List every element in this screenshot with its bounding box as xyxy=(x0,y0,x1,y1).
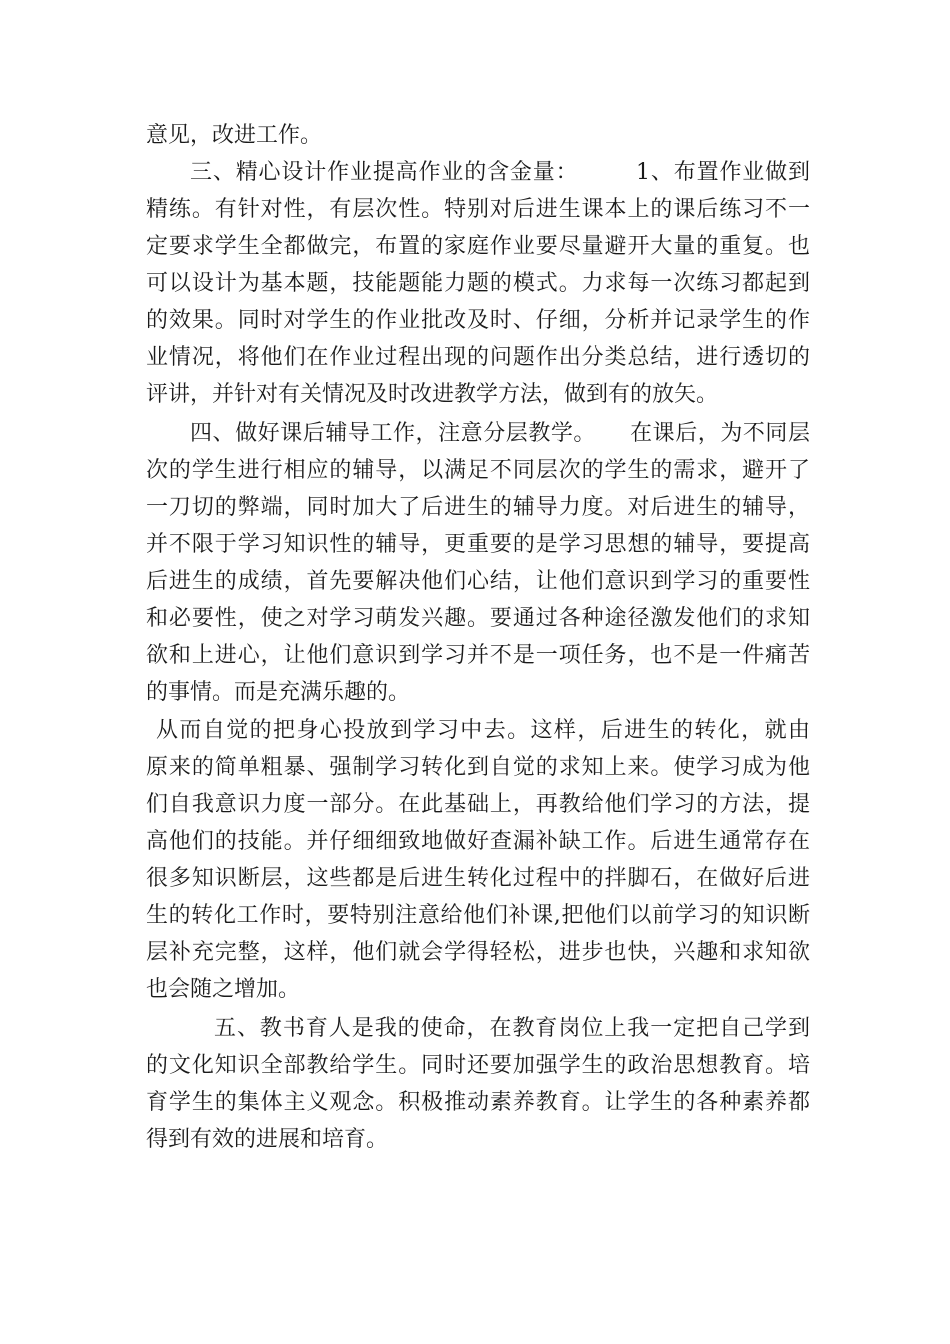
text-line: 原来的简单粗暴、强制学习转化到自觉的求知上来。使学习成为他 xyxy=(146,755,810,780)
text-line: 四、做好课后辅导工作，注意分层教学。 在课后，为不同层 xyxy=(190,421,810,446)
text-line: 育学生的集体主义观念。积极推动素养教育。让学生的各种素养都 xyxy=(146,1090,810,1115)
text-line: 们自我意识力度一部分。在此基础上，再教给他们学习的方法，提 xyxy=(146,792,810,817)
text-line: 高他们的技能。并仔细细致地做好查漏补缺工作。后进生通常存在 xyxy=(146,829,810,854)
text-line: 五、教书育人是我的使命，在教育岗位上我一定把自己学到 xyxy=(214,1016,810,1041)
text-line: 后进生的成绩，首先要解决他们心结，让他们意识到学习的重要性 xyxy=(146,569,810,594)
text-line: 也会随之增加。 xyxy=(146,977,301,1002)
text-line: 业情况，将他们在作业过程出现的问题作出分类总结，进行透切的 xyxy=(146,345,810,370)
text-line: 的效果。同时对学生的作业批改及时、仔细，分析并记录学生的作 xyxy=(146,308,810,333)
text-line: 欲和上进心，让他们意识到学习并不是一项任务，也不是一件痛苦 xyxy=(146,643,810,668)
text-line: 的事情。而是充满乐趣的。 xyxy=(146,680,411,705)
text-line: 从而自觉的把身心投放到学习中去。这样，后进生的转化，就由 xyxy=(156,718,810,743)
text-line: 得到有效的进展和培育。 xyxy=(146,1127,389,1152)
text-line: 精练。有针对性，有层次性。特别对后进生课本上的课后练习不一 xyxy=(146,197,810,222)
text-line: 定要求学生全都做完，布置的家庭作业要尽量避开大量的重复。也 xyxy=(146,234,810,259)
text-line: 的文化知识全部教给学生。同时还要加强学生的政治思想教育。培 xyxy=(146,1053,810,1078)
text-line: 很多知识断层，这些都是后进生转化过程中的拌脚石，在做好后进 xyxy=(146,866,810,891)
text-line: 并不限于学习知识性的辅导，更重要的是学习思想的辅导，要提高 xyxy=(146,532,810,557)
text-line: 意见，改进工作。 xyxy=(146,123,323,148)
text-line: 层补充完整，这样，他们就会学得轻松，进步也快，兴趣和求知欲 xyxy=(146,940,810,965)
text-line: 和必要性，使之对学习萌发兴趣。要通过各种途径激发他们的求知 xyxy=(146,606,810,631)
text-line: 可以设计为基本题，技能题能力题的模式。力求每一次练习都起到 xyxy=(146,271,810,296)
text-line: 次的学生进行相应的辅导，以满足不同层次的学生的需求，避开了 xyxy=(146,458,810,483)
text-line: 三、精心设计作业提高作业的含金量： 1、布置作业做到 xyxy=(190,160,810,185)
text-line: 评讲，并针对有关情况及时改进教学方法，做到有的放矢。 xyxy=(146,382,719,407)
text-line: 一刀切的弊端，同时加大了后进生的辅导力度。对后进生的辅导， xyxy=(146,495,810,520)
text-line: 生的转化工作时，要特别注意给他们补课,把他们以前学习的知识断 xyxy=(146,903,810,928)
